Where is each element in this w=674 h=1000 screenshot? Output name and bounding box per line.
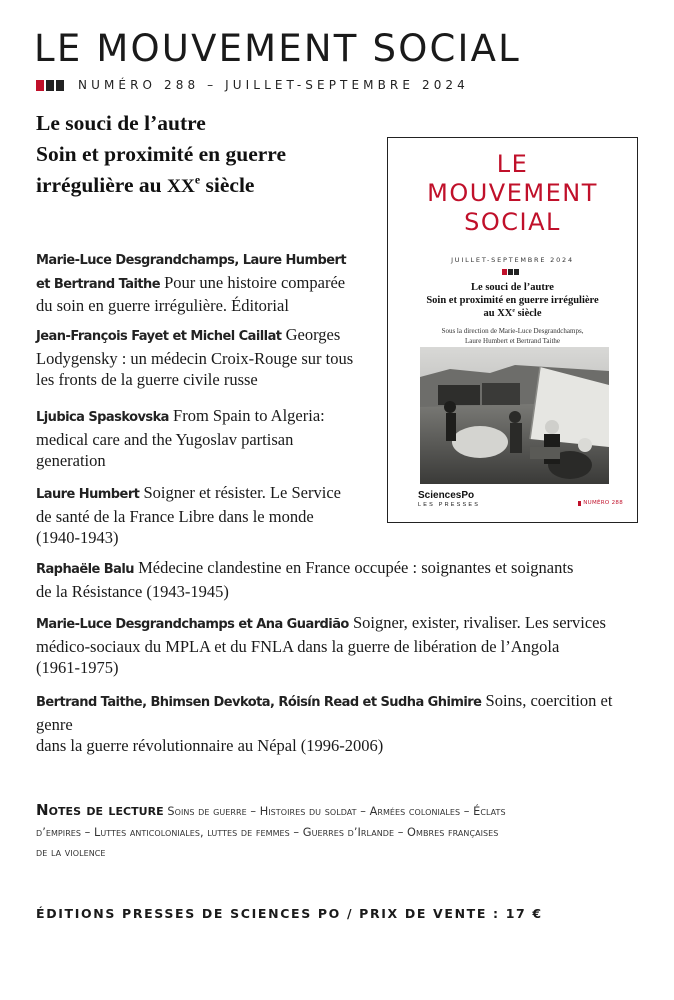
article-title: les fronts de la guerre civile russe bbox=[36, 370, 258, 390]
article-entry bbox=[36, 405, 325, 472]
article-title: Lodygensky : un médecin Croix-Rouge sur tous bbox=[36, 348, 354, 368]
cover-date: JUILLET-SEPTEMBRE 2024 bbox=[451, 256, 574, 264]
reading-notes-label: Notes de lecture bbox=[36, 801, 164, 819]
article-title: From Spain to Algeria: bbox=[173, 406, 325, 425]
article-title: Soins, coercition et genre bbox=[36, 691, 613, 734]
article-title: (1961-1975) bbox=[36, 658, 119, 678]
article-author: Marie-Luce Desgrandchamps et Ana Guardião bbox=[36, 617, 349, 632]
article-title: Médecine clandestine en France occupée : soignantes et soignants bbox=[138, 558, 574, 577]
article-entry bbox=[36, 324, 353, 391]
article-title: Soigner, exister, rivaliser. Les services bbox=[352, 613, 606, 632]
article-author: Ljubica Spaskovska bbox=[36, 410, 169, 425]
article-entry bbox=[36, 482, 341, 549]
article-title: Georges bbox=[285, 325, 341, 344]
article-author: Raphaële Balu bbox=[36, 562, 134, 577]
article-title: médico-sociaux du MPLA et du FNLA dans la guerre de libération de l’Angola bbox=[36, 636, 560, 656]
publisher-price-footer: ÉDITIONS PRESSES DE SCIENCES PO / PRIX DE VENTE : 17 € bbox=[36, 906, 543, 921]
article-title: generation bbox=[36, 451, 106, 471]
article-entry bbox=[36, 612, 606, 679]
article-title: dans la guerre révolutionnaire au Népal (1996-2006) bbox=[36, 736, 384, 756]
issue-title-line: Le souci de l’autre bbox=[36, 111, 206, 135]
cover-blocks-icon bbox=[502, 269, 519, 275]
article-title: Pour une histoire comparée bbox=[164, 272, 346, 292]
article-author: Marie-Luce Desgrandchamps, Laure Humbert bbox=[36, 253, 347, 268]
cover-title: Le souci de l’autre Soin et proximité en guerre irrégulière au XXe siècle bbox=[426, 282, 599, 319]
photo-illustration bbox=[420, 347, 609, 484]
issue-title-line: irrégulière au XXe siècle bbox=[36, 172, 255, 197]
red-blocks-icon bbox=[36, 80, 64, 91]
article-entry bbox=[36, 248, 346, 317]
reading-notes-text: de la violence bbox=[36, 846, 106, 859]
article-author: Laure Humbert bbox=[36, 487, 140, 502]
article-author: Jean-François Fayet et Michel Caillat bbox=[36, 329, 282, 344]
reading-notes-text: Soins de guerre – Histoires du soldat – Armées coloniales – Éclats bbox=[167, 805, 506, 818]
article-author: et Bertrand Taithe bbox=[36, 276, 160, 292]
article-title: du soin en guerre irrégulière. Éditorial bbox=[36, 296, 289, 316]
article-title: Soigner et résister. Le Service bbox=[143, 483, 341, 502]
issue-title bbox=[36, 108, 366, 202]
cover-image bbox=[387, 137, 638, 523]
reading-notes-text: d’empires – Luttes anticoloniales, luttes de femmes – Guerres d’Irlande – Ombres françaises bbox=[36, 825, 499, 839]
article-author: Bertrand Taithe, Bhimsen Devkota, Róisín Read et Sudha Ghimire bbox=[36, 695, 482, 710]
article-title: de la Résistance (1943-1945) bbox=[36, 581, 229, 601]
article-entry bbox=[36, 557, 573, 602]
reading-notes bbox=[36, 800, 636, 864]
article-title: medical care and the Yugoslav partisan bbox=[36, 429, 294, 449]
masthead: LE MOUVEMENT SOCIAL bbox=[34, 27, 521, 70]
issue-number: NUMÉRO 288 – JUILLET-SEPTEMBRE 2024 bbox=[78, 78, 469, 92]
issue-line bbox=[36, 76, 469, 94]
issue-title-line: Soin et proximité en guerre bbox=[36, 142, 287, 166]
cover-masthead: LE MOUVEMENT SOCIAL bbox=[427, 150, 598, 236]
article-title: de santé de la France Libre dans le monde bbox=[36, 506, 314, 526]
sciencespo-logo: SciencesPo LES PRESSES bbox=[418, 490, 481, 508]
article-title: (1940-1943) bbox=[36, 528, 119, 548]
cover-photo bbox=[420, 347, 609, 484]
cover-issue-badge: NUMÉRO 288 bbox=[578, 500, 623, 506]
cover-direction: Sous la direction de Marie-Luce Desgrandchamps, Laure Humbert et Bertrand Taithe bbox=[441, 327, 584, 345]
article-entry bbox=[36, 690, 636, 757]
